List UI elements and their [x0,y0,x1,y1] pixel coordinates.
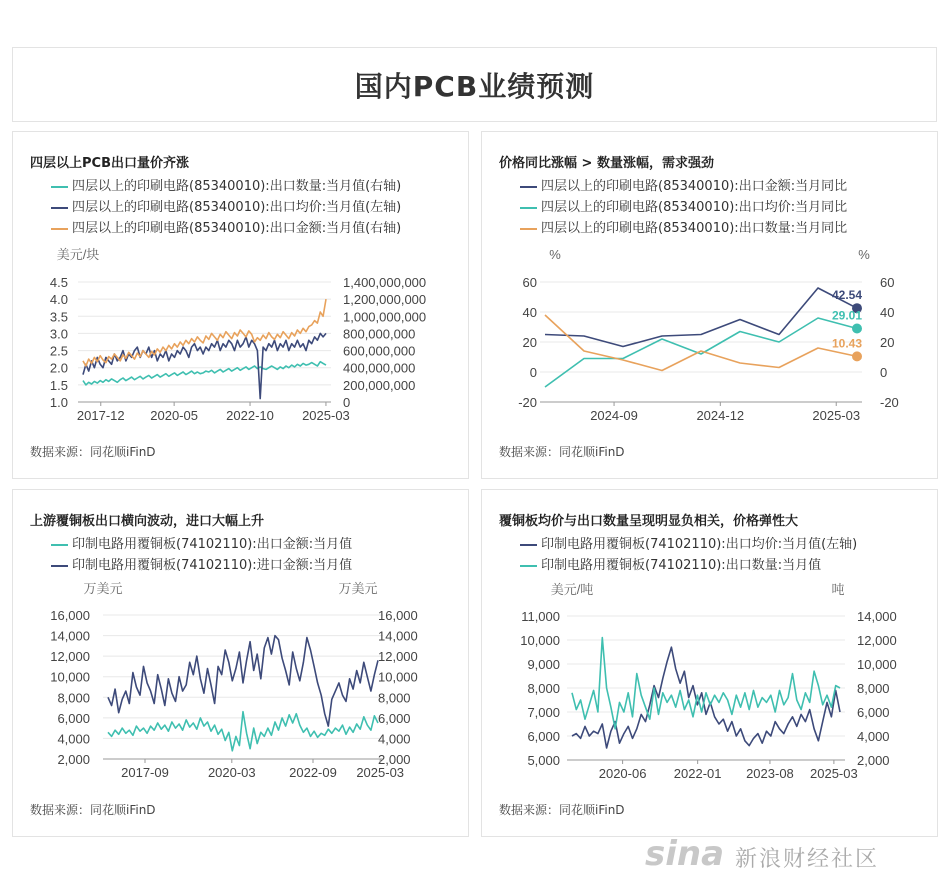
y-left-tick-label: 20 [522,335,537,350]
y-right-tick-label: 12,000 [378,649,418,665]
y-right-tick-label: 1,200,000,000 [343,292,427,308]
x-tick-label: 2025-03 [356,765,405,780]
chart-panel-4 [481,489,938,837]
y-left-tick-label: 4.5 [49,275,68,290]
chart-svg [482,490,939,838]
plot-area [50,247,426,423]
data-label: 10.43 [831,336,863,351]
y-right-tick-label: 6,000 [857,705,890,720]
y-left-tick-label: 5,000 [527,753,560,768]
sina-logo: sina [645,834,725,874]
y-right-tick-label: 8,000 [857,681,890,696]
y-right-tick-label: 4,000 [857,729,890,744]
plot-area [50,581,418,780]
y-right-tick-label: -20 [880,395,899,410]
x-tick-label: 2020-06 [598,766,647,781]
x-tick-label: 2024-12 [696,408,745,423]
y-left-tick-label: 8,000 [527,681,560,696]
legend-label: 印制电路用覆铜板(74102110):出口金额:当月值 [72,537,353,552]
legend-label: 印制电路用覆铜板(74102110):出口均价:当月值(左轴) [541,537,858,552]
y-right-tick-label: 0 [343,395,351,410]
y-right-tick-label: 14,000 [857,609,897,624]
chart-title: 上游覆铜板出口横向波动，进口大幅上升 [30,514,265,529]
x-tick-label: 2022-10 [226,408,274,423]
data-label: 42.54 [831,288,863,303]
end-point-marker [852,351,862,361]
chart-svg [13,132,470,480]
y-right-tick-label: 10,000 [857,657,897,672]
y-left-tick-label: 9,000 [527,657,560,672]
y-left-tick-label: 12,000 [50,649,90,665]
x-tick-label: 2023-08 [746,766,794,781]
y-right-tick-label: 14,000 [378,628,418,644]
y-left-tick-label: 10,000 [520,633,560,648]
y-left-tick-label: 4,000 [57,731,90,747]
legend-label: 四层以上的印刷电路(85340010):出口数量:当月值(右轴) [72,179,402,194]
y-right-tick-label: 20 [880,335,895,350]
y-right-tick-label: 8,000 [378,690,411,706]
y-left-tick-label: 2.0 [49,360,68,376]
chart-panel-2 [481,131,938,479]
chart-panel-1 [12,131,469,479]
left-axis-unit: 万美元 [83,581,123,596]
y-right-tick-label: 12,000 [857,633,897,648]
x-tick-label: 2022-01 [673,766,722,781]
y-left-tick-label: 1.0 [49,395,68,410]
x-tick-label: 2025-03 [812,408,861,423]
y-right-tick-label: 2,000 [378,752,411,767]
y-right-tick-label: 200,000,000 [343,377,416,393]
y-left-tick-label: 3.5 [49,309,68,325]
series-line [545,288,857,347]
legend-label: 印制电路用覆铜板(74102110):出口数量:当月值 [541,558,822,573]
y-right-tick-label: 1,000,000,000 [343,309,427,325]
x-tick-label: 2025-03 [302,408,350,423]
x-tick-label: 2024-09 [590,408,638,423]
series-line [83,362,326,385]
y-right-tick-label: 2,000 [857,753,890,768]
chart-title: 覆铜板均价与出口数量呈现明显负相关，价格弹性大 [499,514,799,529]
y-left-tick-label: 10,000 [50,669,90,685]
left-axis-unit: 美元/块 [56,247,100,262]
y-right-tick-label: 40 [880,305,895,320]
left-axis-unit: % [549,247,561,262]
chart-svg [482,132,939,480]
right-axis-unit: 万美元 [338,581,378,596]
y-left-tick-label: 2.5 [49,343,68,359]
legend-label: 四层以上的印刷电路(85340010):出口均价:当月同比 [541,200,848,215]
y-left-tick-label: 6,000 [57,710,90,726]
y-right-tick-label: 16,000 [378,608,418,623]
y-left-tick-label: 11,000 [521,609,560,624]
legend-label: 四层以上的印刷电路(85340010):出口金额:当月同比 [541,179,848,194]
x-tick-label: 2017-09 [121,765,169,780]
y-left-tick-label: 16,000 [50,608,90,623]
x-tick-label: 2020-03 [207,765,256,780]
y-right-tick-label: 4,000 [378,731,411,747]
end-point-marker [852,323,862,333]
y-left-tick-label: 7,000 [527,705,560,720]
x-tick-label: 2020-05 [150,408,198,423]
x-tick-label: 2017-12 [76,408,125,423]
left-axis-unit: 美元/吨 [550,582,594,597]
y-left-tick-label: 6,000 [527,729,560,744]
right-axis-unit: 吨 [831,582,845,597]
y-left-tick-label: 1.5 [49,377,68,393]
y-right-tick-label: 0 [880,365,888,380]
y-right-tick-label: 10,000 [378,669,418,685]
y-left-tick-label: 40 [522,305,537,320]
y-right-tick-label: 400,000,000 [343,360,416,376]
y-left-tick-label: 8,000 [57,690,90,706]
chart-panel-3 [12,489,469,837]
page-title: 国内PCB业绩预测 [354,69,595,103]
y-left-tick-label: 4.0 [49,292,68,308]
source-note: 数据来源：同花顺iFinD [499,803,625,817]
series-line [572,647,840,748]
y-left-tick-label: 14,000 [50,628,90,644]
source-note: 数据来源：同花顺iFinD [30,803,156,817]
series-line [83,299,326,366]
y-left-tick-label: 0 [529,365,537,380]
source-note: 数据来源：同花顺iFinD [499,445,625,459]
watermark-text: 新浪财经社区 [735,847,880,872]
y-right-tick-label: 60 [880,275,895,290]
legend-label: 四层以上的印刷电路(85340010):出口数量:当月同比 [541,221,848,236]
y-left-tick-label: -20 [518,395,537,410]
source-note: 数据来源：同花顺iFinD [30,445,156,459]
y-left-tick-label: 3.0 [49,326,68,342]
plot-area [518,247,899,423]
chart-title: 四层以上PCB出口量价齐涨 [30,156,189,171]
data-label: 29.01 [831,308,863,323]
y-left-tick-label: 60 [522,275,537,290]
chart-title: 价格同比涨幅 > 数量涨幅，需求强劲 [499,156,714,171]
y-right-tick-label: 1,400,000,000 [343,275,427,290]
y-left-tick-label: 2,000 [57,752,90,767]
right-axis-unit: % [858,247,870,262]
y-right-tick-label: 600,000,000 [343,343,416,359]
legend-label: 印制电路用覆铜板(74102110):进口金额:当月值 [72,558,353,573]
legend-label: 四层以上的印刷电路(85340010):出口均价:当月值(左轴) [72,200,402,215]
plot-area [520,582,897,781]
y-right-tick-label: 6,000 [378,710,411,726]
chart-svg [13,490,470,838]
y-right-tick-label: 800,000,000 [343,326,416,342]
title-banner [12,47,937,122]
x-tick-label: 2022-09 [289,765,337,780]
x-tick-label: 2025-03 [810,766,858,781]
legend-label: 四层以上的印刷电路(85340010):出口金额:当月值(右轴) [72,221,402,236]
